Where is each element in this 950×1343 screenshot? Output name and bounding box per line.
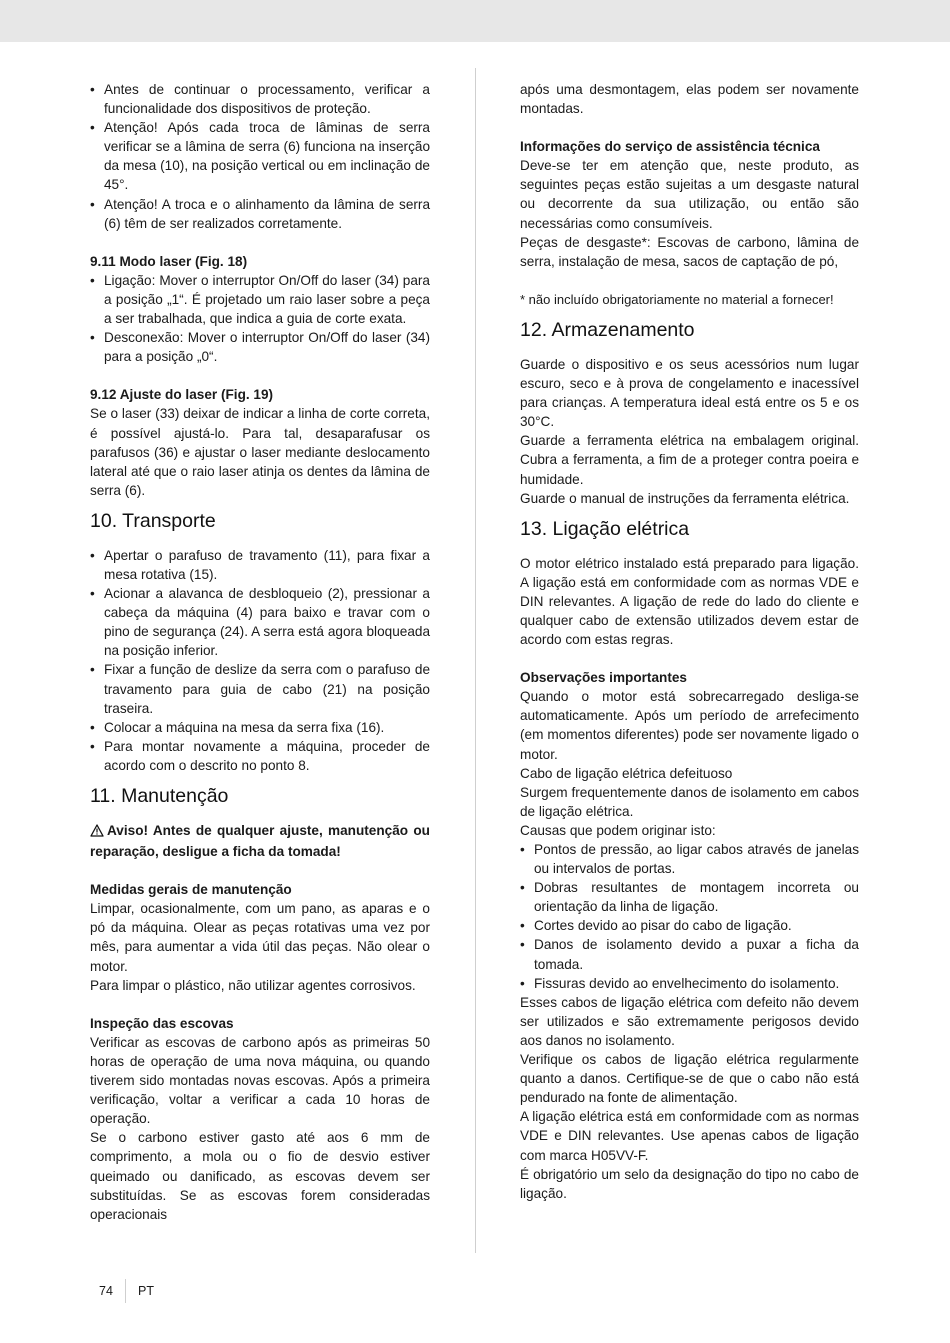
list-item: • Atenção! Após cada troca de lâminas de serra verificar se a lâmina de serra (6) funciona na inserção da mesa (10), na posição vertical ou em inclinação de 45°. <box>90 118 430 194</box>
laser-adjust-text: Se o laser (33) deixar de indicar a linha de corte correta, é possível ajustá-lo. Para tal, desaparafusar os parafusos (36) e ajustar o laser mediante deslocamento lateral até que o raio laser atinja os dentes da lâmina de serra (6). <box>90 406 430 498</box>
list-item: • Atenção! A troca e o alinhamento da lâmina de serra (6) têm de ser realizados corretamente. <box>90 195 430 233</box>
brush-inspection-p1: Verificar as escovas de carbono após as primeiras 50 horas de operação de uma nova máquina, ou quando tiverem sido montadas novas escovas. Após a primeira verificação, voltar a verificar a cada 10 horas de operação. <box>90 1034 430 1127</box>
service-info-p1: Deve-se ter em atenção que, neste produto, as seguintes peças estão sujeitas a um desgaste natural ou decorrente da sua utilização, ou então são necessárias como consumíveis. <box>520 158 859 231</box>
section-9-12-title: 9.12 Ajuste do laser (Fig. 19) <box>90 387 274 403</box>
electrical-p3: Cabo de ligação elétrica defeituoso <box>520 765 733 781</box>
laser-mode-list <box>90 271 430 366</box>
electrical-p4: Surgem frequentemente danos de isolamento em cabos de ligação elétrica. <box>520 784 859 819</box>
left-column <box>90 80 430 1224</box>
maintenance-warning <box>90 821 430 861</box>
list-item: • Apertar o parafuso de travamento (11), para fixar a mesa rotativa (15). <box>90 546 430 584</box>
service-info-title: Informações do serviço de assistência técnica <box>520 139 820 155</box>
warning-triangle-icon <box>90 823 104 842</box>
page-number: 74 <box>99 1284 113 1298</box>
language-code: PT <box>138 1284 154 1298</box>
section-10-heading: 10. Transporte <box>90 509 216 532</box>
electrical-p7: Verifique os cabos de ligação elétrica regularmente quanto a danos. Certifique-se de que o cabo não está pendurado na fonte de alimentação. <box>520 1052 859 1106</box>
right-column <box>520 80 859 1203</box>
transport-list <box>90 546 430 775</box>
electrical-p5: Causas que podem originar isto: <box>520 822 716 838</box>
list-item: • Ligação: Mover o interruptor On/Off do laser (34) para a posição „1“. É projetado um raio laser sobre a peça a ser trabalhada, que indica a guia de corte exata. <box>90 271 430 328</box>
section-9-11-title: 9.11 Modo laser (Fig. 18) <box>90 253 248 269</box>
electrical-p8: A ligação elétrica está em conformidade com as normas VDE e DIN relevantes. Use apenas cabos de ligação com marca H05VV-F. <box>520 1109 859 1163</box>
list-item: • Cortes devido ao pisar do cabo de ligação. <box>520 916 859 935</box>
general-maintenance-p1: Limpar, ocasionalmente, com um pano, as aparas e o pó da máquina. Olear as peças rotativas uma vez por mês, para aumentar a vida útil das peças. Não olear o motor. <box>90 901 430 974</box>
section-13-heading: 13. Ligação elétrica <box>520 517 690 540</box>
storage-p3: Guarde o manual de instruções da ferramenta elétrica. <box>520 490 850 506</box>
brush-inspection-title: Inspeção das escovas <box>90 1015 234 1031</box>
top-header-bar <box>0 0 950 42</box>
section-12-heading: 12. Armazenamento <box>520 318 695 341</box>
electrical-p1: O motor elétrico instalado está preparado para ligação. A ligação está em conformidade com as normas VDE e DIN relevantes. A ligação de rede do lado do cliente e qualquer cabo de extensão utilizados devem estar de acordo com estas regras. <box>520 555 859 648</box>
continued-text: após uma desmontagem, elas podem ser novamente montadas. <box>520 82 859 117</box>
brush-inspection-p2: Se o carbono estiver gasto até aos 6 mm de comprimento, a mola ou o fio de desvio estiver queimado ou danificado, as escovas devem ser substituídas. Se as escovas forem consideradas operacionais <box>90 1130 430 1222</box>
list-item: • Desconexão: Mover o interruptor On/Off do laser (34) para a posição „0“. <box>90 328 430 366</box>
electrical-p6: Esses cabos de ligação elétrica com defeito não devem ser utilizados e são extremamente perigosos devido aos danos no isolamento. <box>520 994 859 1048</box>
storage-p2: Guarde a ferramenta elétrica na embalagem original. Cubra a ferramenta, a fim de a proteger contra poeira e humidade. <box>520 433 859 487</box>
list-item: • Fissuras devido ao envelhecimento do isolamento. <box>520 974 859 993</box>
list-item: • Colocar a máquina na mesa da serra fixa (16). <box>90 718 430 737</box>
general-maintenance-p2: Para limpar o plástico, não utilizar agentes corrosivos. <box>90 977 416 993</box>
list-item: • Acionar a alavanca de desbloqueio (2), pressionar a cabeça da máquina (4) para baixo e travar com o pino de segurança (24). A serra está agora bloqueada na posição inferior. <box>90 584 430 660</box>
intro-bullet-list <box>90 80 430 233</box>
service-info-p2: Peças de desgaste*: Escovas de carbono, lâmina de serra, instalação de mesa, sacos de captação de pó, <box>520 234 859 269</box>
service-footnote: * não incluído obrigatoriamente no material a fornecer! <box>520 291 834 307</box>
warning-text: Aviso! Antes de qualquer ajuste, manutenção ou reparação, desligue a ficha da tomada! <box>90 823 430 860</box>
important-notes-title: Observações importantes <box>520 670 687 686</box>
section-11-heading: 11. Manutenção <box>90 785 229 807</box>
list-item: • Danos de isolamento devido a puxar a ficha da tomada. <box>520 935 859 973</box>
electrical-p2: Quando o motor está sobrecarregado desliga-se automaticamente. Após um período de arrefecimento (em momentos diferentes) pode ser novamente ligado o motor. <box>520 689 859 762</box>
list-item: • Pontos de pressão, ao ligar cabos através de janelas ou intervalos de portas. <box>520 840 859 878</box>
column-divider <box>475 68 476 1253</box>
damage-causes-list <box>520 840 859 993</box>
list-item: • Dobras resultantes de montagem incorreta ou orientação da linha de ligação. <box>520 878 859 916</box>
electrical-p9: É obrigatório um selo da designação do tipo no cabo de ligação. <box>520 1166 859 1201</box>
list-item: • Antes de continuar o processamento, verificar a funcionalidade dos dispositivos de proteção. <box>90 80 430 118</box>
list-item: • Para montar novamente a máquina, proceder de acordo com o descrito no ponto 8. <box>90 737 430 775</box>
general-maintenance-title: Medidas gerais de manutenção <box>90 882 292 898</box>
storage-p1: Guarde o dispositivo e os seus acessórios num lugar escuro, seco e à prova de congelamento e inacessível para crianças. A temperatura ideal está entre os 5 e os 30°C. <box>520 356 859 430</box>
list-item: • Fixar a função de deslize da serra com o parafuso de travamento para guia de cabo (21) na posição traseira. <box>90 660 430 717</box>
footer-divider <box>125 1279 126 1303</box>
